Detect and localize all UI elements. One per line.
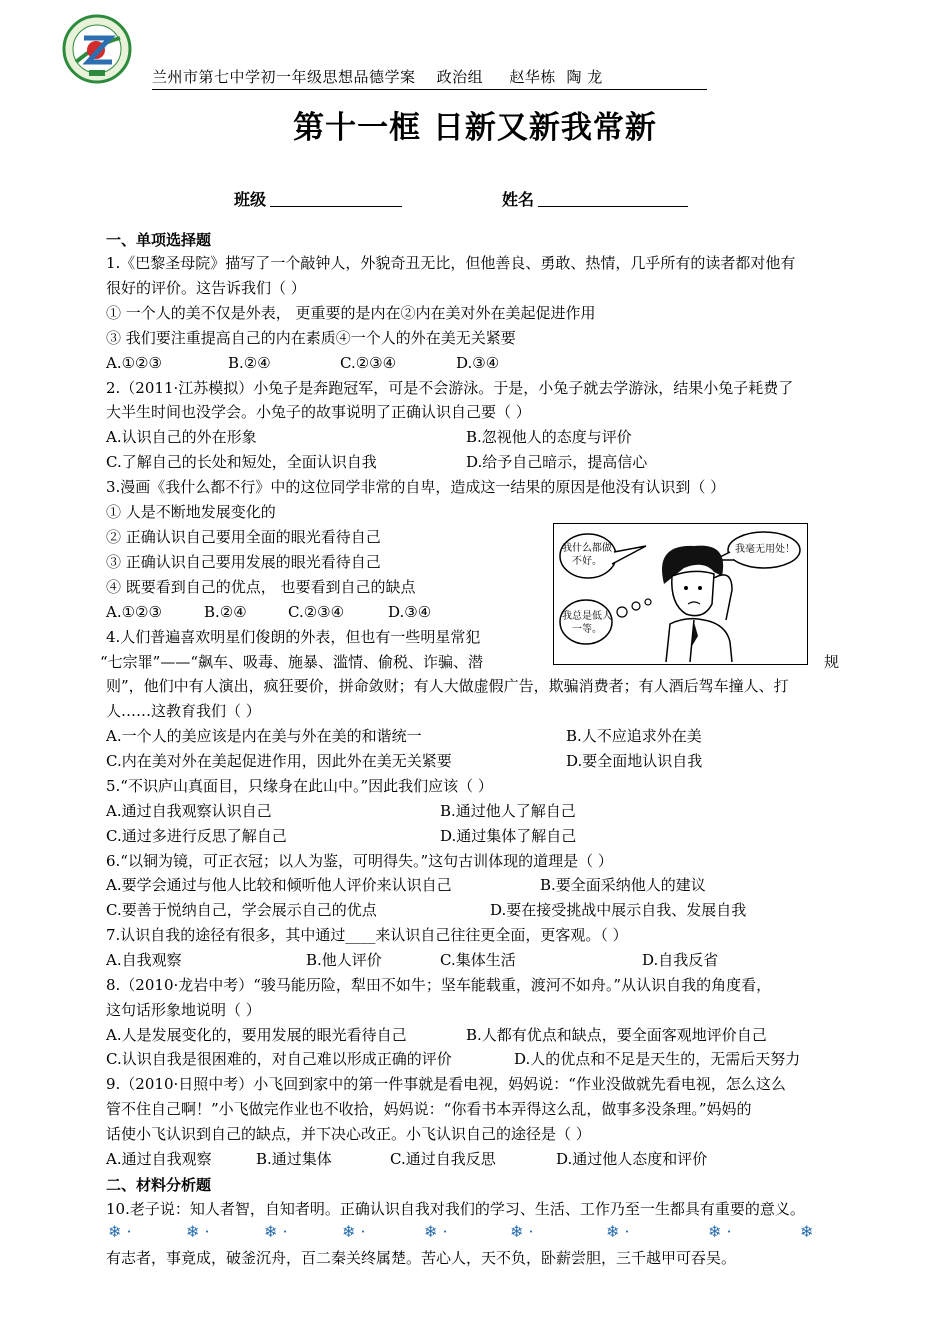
option-text: ④ 既要看到自己的优点， 也要看到自己的缺点: [106, 578, 416, 596]
quote-text: 有志者，事竟成，破釜沉舟，百二秦关终属楚。苦心人，天不负，卧薪尝胆，三千越甲可吞吴。: [106, 1249, 737, 1267]
choice-c: C.通过自我反思: [390, 1150, 496, 1168]
choice-b: B.②④: [204, 603, 247, 621]
snowflake-icon: ❄ ·: [606, 1222, 630, 1241]
choice-c: C.要善于悦纳自己，学会展示自己的优点: [106, 901, 377, 919]
choice-b: B.通过他人了解自己: [440, 802, 576, 820]
question-text: 2.（2011·江苏模拟）小兔子是奔跑冠军，可是不会游泳。于是，小兔子就去学游泳，结果小兔子耗费了: [106, 379, 794, 397]
question-text: 大半生时间也没学会。小兔子的故事说明了正确认识自己要（ ）: [106, 403, 531, 421]
class-label: 班级: [234, 190, 267, 209]
name-field[interactable]: [538, 186, 688, 207]
question-text: 管不住自己啊！”小飞做完作业也不收拾，妈妈说：“你看书本弄得这么乱，做事多没条理。”妈妈的: [106, 1100, 752, 1118]
choice-b: B.人不应追求外在美: [566, 727, 702, 745]
option-text: ① 一个人的美不仅是外表， 更重要的是内在②内在美对外在美起促进作用: [106, 304, 596, 322]
choice-b: B.②④: [228, 354, 271, 372]
question-text: 9.（2010·日照中考）小飞回到家中的第一件事就是看电视，妈妈说：“作业没做就先看电视，怎么这么: [106, 1075, 786, 1093]
choice-b: B.通过集体: [256, 1150, 332, 1168]
question-text: 话使小飞认识到自己的缺点，并下决心改正。小飞认识自己的途径是（ ）: [106, 1125, 591, 1143]
page-title: 第十一框 日新又新我常新: [293, 110, 657, 146]
choice-b: B.忽视他人的态度与评价: [466, 428, 632, 446]
choice-a: A.人是发展变化的，要用发展的眼光看待自己: [106, 1026, 407, 1044]
question-text: “七宗罪”——“飙车、吸毒、施暴、滥情、偷税、诈骗、潜: [100, 653, 484, 671]
choice-c: C.通过多进行反思了解自己: [106, 827, 287, 845]
class-field[interactable]: [270, 186, 402, 207]
choice-c: C.②③④: [288, 603, 345, 621]
choice-d: D.③④: [388, 603, 432, 621]
choice-a: A.通过自我观察: [106, 1150, 212, 1168]
question-text: 则”，他们中有人演出，疯狂要价，拼命敛财；有人大做虚假广告，欺骗消费者；有人酒后驾车撞人、打: [106, 677, 789, 695]
question-text: 很好的评价。这告诉我们（ ）: [106, 279, 306, 297]
snowflake-icon: ❄ ·: [108, 1222, 132, 1241]
speech-bubble-text: 我什么都做不好。: [562, 543, 612, 567]
choice-d: D.要在接受挑战中展示自我、发展自我: [490, 901, 747, 919]
choice-c: C.了解自己的长处和短处，全面认识自我: [106, 453, 377, 471]
question-text: 人……这教育我们（ ）: [106, 702, 261, 720]
snowflake-icon: ❄ ·: [510, 1222, 534, 1241]
option-text: ③ 我们要注重提高自己的内在素质④一个人的外在美无关紧要: [106, 329, 516, 347]
choice-d: D.通过集体了解自己: [440, 827, 577, 845]
section-heading: 二、材料分析题: [106, 1176, 212, 1194]
choice-b: B.要全面采纳他人的建议: [540, 876, 706, 894]
choice-c: C.认识自我是很困难的，对自己难以形成正确的评价: [106, 1050, 452, 1068]
question-text: 10.老子说：知人者智，自知者明。正确认识自我对我们的学习、生活、工作乃至一生都具有重要的意义。: [106, 1200, 805, 1218]
question-text: 5.“不识庐山真面目，只缘身在此山中。”因此我们应该（ ）: [106, 777, 493, 795]
name-label: 姓名: [502, 190, 535, 209]
choice-c: C.集体生活: [440, 951, 516, 969]
cartoon-illustration: [553, 523, 808, 665]
choice-a: A.自我观察: [106, 951, 182, 969]
choice-d: D.要全面地认识自我: [566, 752, 703, 770]
choice-d: D.自我反省: [642, 951, 719, 969]
snowflake-icon: ❄ ·: [424, 1222, 448, 1241]
choice-b: B.人都有优点和缺点，要全面客观地评价自己: [466, 1026, 767, 1044]
choice-a: A.①②③: [106, 603, 162, 621]
option-text: ③ 正确认识自己要用发展的眼光看待自己: [106, 553, 381, 571]
header-line: 兰州市第七中学初一年级思想品德学案 政治组 赵华栋 陶 龙: [152, 66, 707, 90]
choice-a: A.认识自己的外在形象: [106, 428, 257, 446]
speech-bubble-text: 我毫无用处！: [735, 544, 795, 555]
choice-a: A.要学会通过与他人比较和倾听他人评价来认识自己: [106, 876, 452, 894]
choice-b: B.他人评价: [306, 951, 382, 969]
choice-d: D.③④: [456, 354, 500, 372]
snowflake-icon: ❄: [800, 1222, 814, 1241]
question-text: 7.认识自我的途径有很多，其中通过____来认识自己往往更全面，更客观。（ ）: [106, 926, 628, 944]
question-text: 规: [824, 653, 840, 671]
thought-bubble-text: 我总是低人一等。: [562, 611, 612, 635]
choice-a: A.通过自我观察认识自己: [106, 802, 272, 820]
school-logo: [62, 14, 132, 84]
question-text: 8.（2010·龙岩中考）“骏马能历险，犁田不如牛；坚车能载重，渡河不如舟。”从认识自我的角度看，: [106, 976, 772, 994]
snowflake-icon: ❄ ·: [186, 1222, 210, 1241]
choice-c: C.②③④: [340, 354, 397, 372]
choice-d: D.给予自己暗示，提高信心: [466, 453, 648, 471]
option-text: ① 人是不断地发展变化的: [106, 503, 276, 521]
choice-c: C.内在美对外在美起促进作用，因此外在美无关紧要: [106, 752, 452, 770]
snowflake-icon: ❄ ·: [264, 1222, 288, 1241]
question-text: 1.《巴黎圣母院》描写了一个敲钟人，外貌奇丑无比，但他善良、勇敢、热情，几乎所有的读者都对他有: [106, 254, 796, 272]
snowflake-icon: ❄ ·: [342, 1222, 366, 1241]
choice-d: D.人的优点和不足是天生的，无需后天努力: [514, 1050, 801, 1068]
question-text: 4.人们普遍喜欢明星们俊朗的外表，但也有一些明星常犯: [106, 628, 481, 646]
question-text: 3.漫画《我什么都不行》中的这位同学非常的自卑，造成这一结果的原因是他没有认识到（ ）: [106, 478, 726, 496]
choice-a: A.一个人的美应该是内在美与外在美的和谐统一: [106, 727, 422, 745]
choice-a: A.①②③: [106, 354, 162, 372]
choice-d: D.通过他人态度和评价: [556, 1150, 708, 1168]
snowflake-icon: ❄ ·: [708, 1222, 732, 1241]
question-text: 6.“以铜为镜，可正衣冠；以人为鉴，可明得失。”这句古训体现的道理是（ ）: [106, 852, 613, 870]
section-heading: 一、单项选择题: [106, 231, 212, 249]
option-text: ② 正确认识自己要用全面的眼光看待自己: [106, 528, 381, 546]
question-text: 这句话形象地说明（ ）: [106, 1001, 261, 1019]
